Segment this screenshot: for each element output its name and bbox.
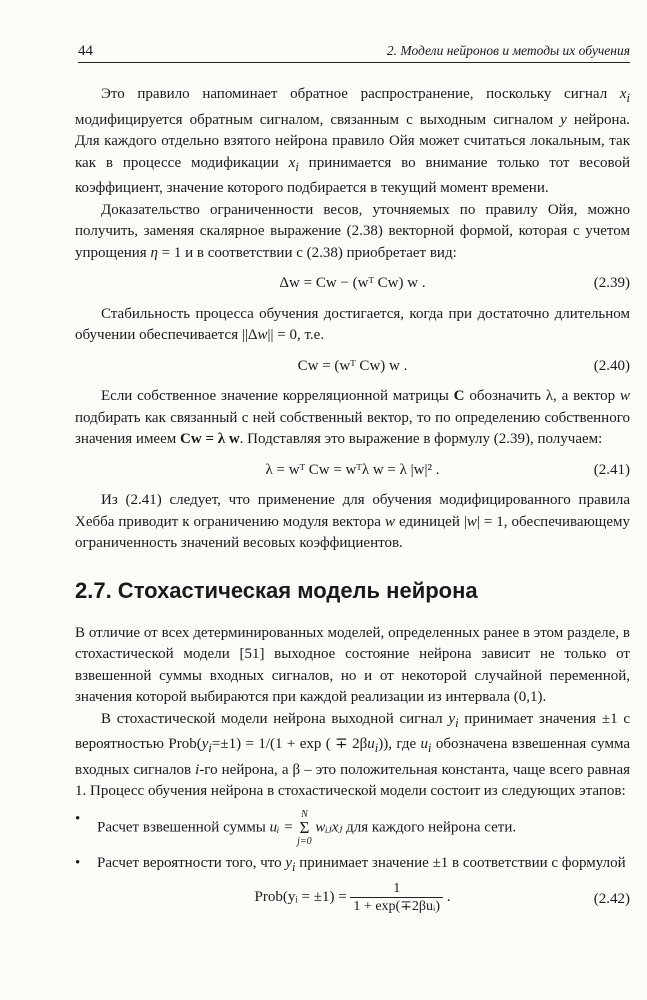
equation-number: (2.41) — [593, 461, 630, 478]
paragraph-weight-bound: Доказательство ограниченности весов, уточняемых по правилу Ойя, можно получить, заменяя скалярное выражение (2.38) векторной формой, которая с учетом упрощения η = 1 и в соответствии с (2.38) приобретает вид: — [75, 201, 630, 261]
list-item-weighted-sum: • Расчет взвешенной суммы uᵢ = N Σ j=0 wᵢⱼxⱼ для каждого нейрона сети. — [75, 808, 517, 847]
paragraph-eigenvalue: Если собственное значение корреляционной матрицы C обозначить λ, а вектор w подбирать как связанный с ней собственный вектор, то по определению собственного значения имеем Cw = λ w. Подставляя это выражение в формулу (2.39), получаем: — [75, 388, 631, 447]
equation-2-41 — [75, 460, 630, 482]
page-number: 44 — [78, 43, 93, 59]
running-header — [78, 40, 630, 63]
page-body — [75, 84, 630, 927]
equation-formula: Δw = Cw − (wᵀ Cw) w . — [279, 275, 426, 291]
fraction: $\frac{1}{\text{1 + exp(∓2βuᵢ)}}$ — [350, 880, 443, 915]
section-title: 2.7. Стохастическая модель нейрона — [75, 577, 478, 603]
equation-2-42 — [75, 880, 630, 918]
sum-operator: N Σ j=0 — [297, 808, 312, 847]
equation-number: (2.39) — [593, 275, 630, 291]
bullet-icon: • — [75, 854, 81, 871]
bullet-icon: • — [75, 810, 81, 827]
equation-formula: Cw = (wᵀ Cw) w . — [297, 357, 408, 374]
paragraph-stochastic-intro: В отличие от всех детерминированных моделей, определенных ранее в этом разделе, в стохастической модели [51] выходное состояние нейрона зависит не только от взвешенной суммы входных сигналов, но и от некоторой случайной переменной, значения которой выбираются при каждой реализации из интервала (0,1). — [75, 624, 630, 705]
paragraph-oja-rule: Это правило напоминает обратное распространение, поскольку сигнал $x_i$ модифицируется обратным сигналом, связанным с выходным сигналом y нейрона. Для каждого отдельно взятого нейрона правило Ойя может считаться локальным, так как в процессе модификации $x_i$ принимается во внимание только тот весовой коэффициент, значение которого подбирается в текущий момент времени. — [75, 86, 630, 196]
equation-formula: Prob(yᵢ = ±1) = $\frac{1}{\text{1 + exp(∓2βuᵢ)}}$ . — [254, 881, 451, 914]
equation-formula: λ = wᵀ Cw = wᵀλ w = λ |w|² . — [265, 461, 440, 478]
equation-2-39 — [75, 273, 630, 295]
running-title: 2. Модели нейронов и методы их обучения — [386, 43, 630, 58]
paragraph-stability: Стабильность процесса обучения достигается, когда при достаточно длительном обучении обеспечивается ||Δw|| = 0, т.е. — [75, 305, 630, 343]
equation-number: (2.40) — [593, 357, 630, 374]
equation-number: (2.42) — [593, 891, 630, 907]
equation-2-40 — [75, 356, 630, 378]
list-item-probability: • Расчет вероятности того, что $y_i$ принимает значение ±1 в соответствии с формулой — [75, 853, 630, 879]
paragraph-stochastic-model: В стохастической модели нейрона выходной сигнал $y_i$ принимает значения ±1 с вероятностью $Prob(y_i=\pm 1) = 1/(1 + \exp$ ( ∓ $2\beta u_i$)), где $u_i$ обозначена взвешенная сумма входных сигналов i-го нейрона, а β – это положительная константа, чаще всего равная 1. Процесс обучения нейрона в стохастической модели состоит из следующих этапов: — [75, 710, 631, 799]
paragraph-hebb-conclusion: Из (2.41) следует, что применение для обучения модифицированного правила Хебба приводит к ограничению модуля вектора w единицей |w| = 1, обеспечивающему ограниченность значений весовых коэффициентов. — [75, 492, 630, 551]
